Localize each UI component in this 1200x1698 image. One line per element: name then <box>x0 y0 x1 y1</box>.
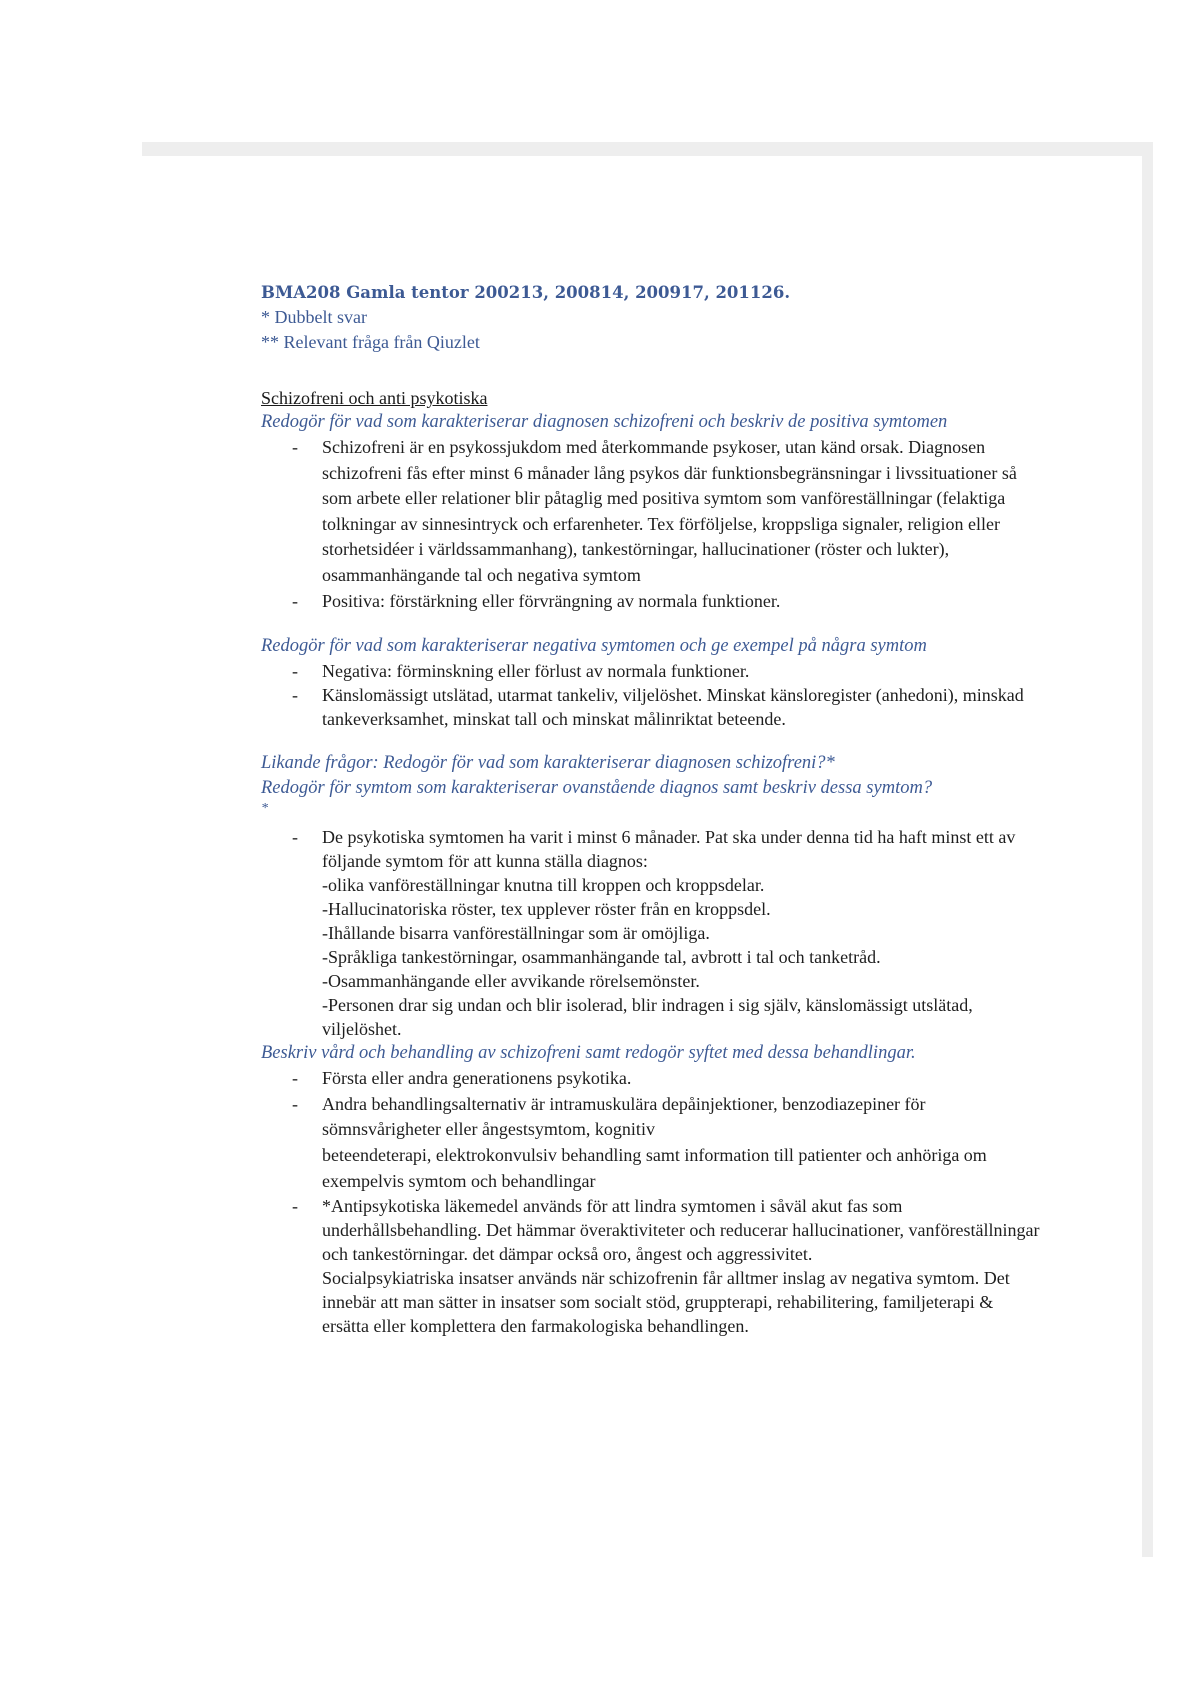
answer-item: - Schizofreni är en psykossjukdom med återkommande psykoser, utan känd orsak. Diagnosen schizofreni fås efter minst 6 månader lång psykos där funktionsbegränsningar i livssituationer så som arbete eller relationer blir påtaglig med positiva symtom som vanföreställningar (felaktiga tolkningar av sinnesintryck och erfarenheter. Tex förföljelse, kroppsliga signaler, religion eller storhetsidéer i världssammanhang), tankestörningar, hallucinationer (röster och lukter), osammanhängande tal och negativa symtom <box>261 435 1041 589</box>
answer-item: - Negativa: förminskning eller förlust av normala funktioner. <box>261 659 1041 683</box>
answer-subline: -Osammanhängande eller avvikande rörelsemönster. <box>322 971 700 992</box>
question-treatment: Beskriv vård och behandling av schizofreni samt redogör syftet med dessa behandlingar. <box>261 1043 916 1064</box>
legend-double-answer: * Dubbelt svar <box>261 307 367 327</box>
answer-part: beteendeterapi, elektrokonvulsiv behandling samt information till patienter och anhöriga om exempelvis symtom och behandlingar <box>322 1144 987 1191</box>
answer-item: - Känslomässigt utslätad, utarmat tankeliv, viljelöshet. Minskat känsloregister (anhedoni), minskad tankeverksamhet, minskat tall och minskat målinriktat beteende. <box>261 683 1041 731</box>
document-page <box>261 281 1041 1338</box>
question-similar-line1: Likande frågor: Redogör för vad som karakteriserar diagnosen schizofreni?* <box>261 753 835 774</box>
answer-item: - Första eller andra generationens psykotika. <box>261 1066 1041 1092</box>
section-heading: Schizofreni och anti psykotiska <box>261 388 488 408</box>
answer-part: - Andra behandlingsalternativ är intramuskulära depåinjektioner, benzodiazepiner för sömnsvårigheter eller ångestsymtom, kognitiv <box>322 1093 926 1140</box>
page-right-shadow <box>1142 142 1153 1557</box>
answer-list-diagnosis <box>261 825 1041 1041</box>
answer-item <box>261 825 1041 1041</box>
answer-part: Socialpsykiatriska insatser används när schizofrenin får alltmer inslag av negativa symtom. Det innebär att man sätter in insatser som socialt stöd, gruppterapi, rehabilitering, familjeterapi & ersätta eller komplettera den farmakologiska behandlingen. <box>322 1268 1010 1337</box>
question-similar <box>261 751 1041 817</box>
answer-list-negative <box>261 659 1041 731</box>
legend-relevant-question: ** Relevant fråga från Qiuzlet <box>261 332 480 352</box>
answer-subline: -Hallucinatoriska röster, tex upplever röster från en kroppsdel. <box>322 899 771 920</box>
answer-part: - *Antipsykotiska läkemedel används för att lindra symtomen i såväl akut fas som underhållsbehandling. Det hämmar överaktiviteter och reducerar hallucinationer, vanföreställningar och tankestörningar. det dämpar också oro, ångest och aggressivitet. <box>322 1196 1040 1265</box>
answer-subline: -Personen drar sig undan och blir isolerad, blir indragen i sig själv, känslomässigt utslätad, viljelöshet. <box>322 995 973 1040</box>
answer-subline: -Språkliga tankestörningar, osammanhängande tal, avbrott i tal och tanketråd. <box>322 947 881 968</box>
question-negative-symptoms: Redogör för vad som karakteriserar negativa symtomen och ge exempel på några symtom <box>261 636 927 657</box>
answer-subline: -Ihållande bisarra vanföreställningar som är omöjliga. <box>322 923 710 944</box>
question-similar-line2: Redogör för symtom som karakteriserar ovanstående diagnos samt beskriv dessa symtom? <box>261 778 933 799</box>
answer-item: - Positiva: förstärkning eller förvrängning av normala funktioner. <box>261 589 1041 615</box>
answer-list-positive <box>261 435 1041 614</box>
answer-item <box>261 1194 1041 1338</box>
answer-subline: -olika vanföreställningar knutna till kroppen och kroppsdelar. <box>322 875 765 896</box>
page-top-shadow <box>142 142 1152 156</box>
answer-intro: De psykotiska symtomen ha varit i minst 6 månader. Pat ska under denna tid ha haft minst ett av följande symtom för att kunna ställa diagnos: <box>322 827 1016 872</box>
question-positive-symptoms: Redogör för vad som karakteriserar diagnosen schizofreni och beskriv de positiva symtomen <box>261 412 948 432</box>
question-similar-star: * <box>261 801 268 817</box>
document-title: BMA208 Gamla tentor 200213, 200814, 200917, 201126. <box>261 283 791 302</box>
answer-item <box>261 1092 1041 1194</box>
answer-list-treatment <box>261 1066 1041 1338</box>
